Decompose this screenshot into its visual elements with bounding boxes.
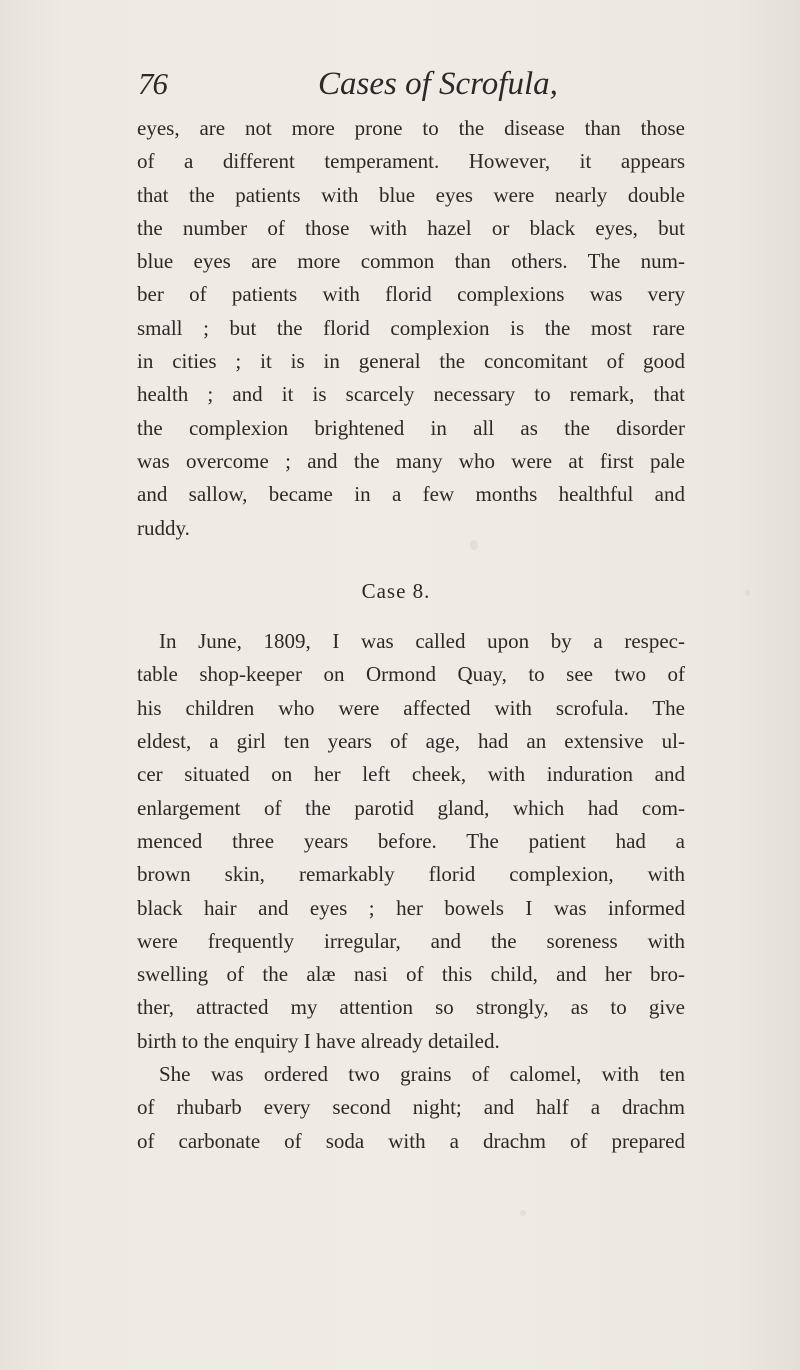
text-line: black hair and eyes ; her bowels I was informed (137, 895, 685, 920)
text-line: of rhubarb every second night; and half a drachm (137, 1095, 685, 1120)
text-line: brown skin, remarkably florid complexion, with (137, 862, 685, 887)
text-line: cer situated on her left cheek, with induration and (137, 762, 685, 787)
body-text (137, 112, 685, 1158)
paper-stain (520, 1210, 526, 1216)
paragraph-3 (137, 1058, 685, 1158)
text-line: of a different temperament. However, it appears (137, 149, 685, 174)
text-line: that the patients with blue eyes were nearly double (137, 182, 685, 207)
text-line: blue eyes are more common than others. The num- (137, 249, 685, 274)
text-line: was overcome ; and the many who were at first pale (137, 448, 685, 473)
text-line: ther, attracted my attention so strongly, as to give (137, 995, 685, 1020)
paragraph-1 (137, 112, 685, 545)
text-line: of carbonate of soda with a drachm of prepared (137, 1128, 685, 1153)
text-line: health ; and it is scarcely necessary to remark, that (137, 382, 685, 407)
text-line: She was ordered two grains of calomel, with ten (159, 1062, 685, 1087)
text-line: birth to the enquiry I have already detailed. (137, 1028, 500, 1053)
paragraph-2 (137, 625, 685, 1058)
text-line: table shop-keeper on Ormond Quay, to see two of (137, 662, 685, 687)
text-line: In June, 1809, I was called upon by a respec- (159, 629, 685, 654)
text-line: ruddy. (137, 515, 190, 540)
text-line: his children who were affected with scrofula. The (137, 695, 685, 720)
text-line: eyes, are not more prone to the disease than those (137, 116, 685, 140)
text-line: ber of patients with florid complexions was very (137, 282, 685, 307)
page-number: 76 (138, 66, 167, 101)
page-header (138, 66, 680, 106)
text-line: and sallow, became in a few months healthful and (137, 482, 685, 507)
case-heading: Case 8. (361, 578, 431, 603)
text-line: enlargement of the parotid gland, which had com- (137, 795, 685, 820)
text-line: the number of those with hazel or black eyes, but (137, 215, 685, 240)
text-line: in cities ; it is in general the concomitant of good (137, 349, 685, 374)
text-line: small ; but the florid complexion is the most rare (137, 315, 685, 340)
text-line: eldest, a girl ten years of age, had an extensive ul- (137, 729, 685, 754)
text-line: menced three years before. The patient had a (137, 828, 685, 853)
text-line: the complexion brightened in all as the disorder (137, 415, 685, 440)
text-line: swelling of the alæ nasi of this child, and her bro- (137, 962, 685, 987)
paper-stain (745, 590, 750, 596)
running-title: Cases of Scrofula, (318, 66, 558, 102)
text-line: were frequently irregular, and the soreness with (137, 928, 685, 953)
